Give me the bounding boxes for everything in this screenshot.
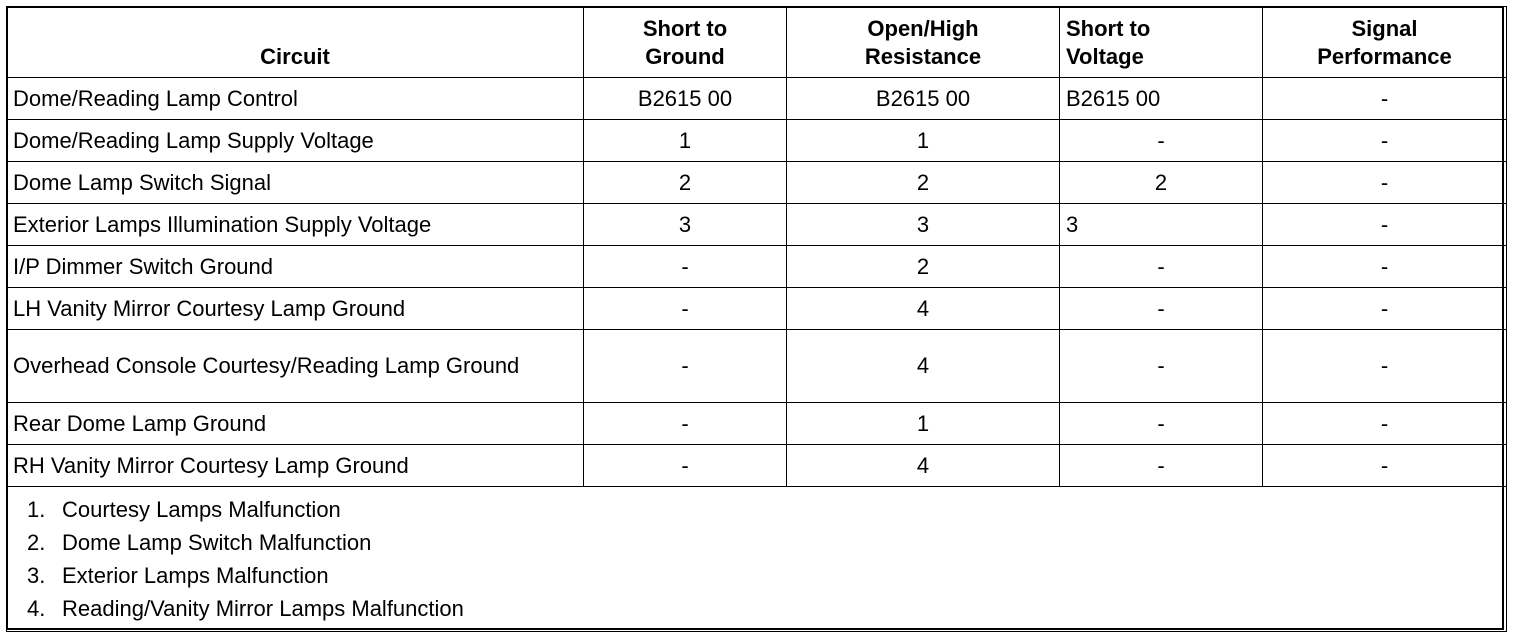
short-to-voltage-cell: - bbox=[1060, 246, 1263, 288]
header-short-to-voltage: Short to Voltage bbox=[1060, 7, 1263, 78]
circuit-cell: Dome/Reading Lamp Control bbox=[7, 78, 584, 120]
signal-performance-cell: - bbox=[1263, 246, 1507, 288]
note-number: 4. bbox=[27, 596, 46, 621]
circuit-cell: Rear Dome Lamp Ground bbox=[7, 403, 584, 445]
circuit-cell: Dome Lamp Switch Signal bbox=[7, 162, 584, 204]
open-high-resistance-cell: 2 bbox=[787, 246, 1060, 288]
signal-performance-cell: - bbox=[1263, 120, 1507, 162]
open-high-resistance-cell: 1 bbox=[787, 403, 1060, 445]
note-number: 2. bbox=[27, 530, 46, 555]
circuit-cell: Dome/Reading Lamp Supply Voltage bbox=[7, 120, 584, 162]
header-circuit: Circuit bbox=[7, 7, 584, 78]
signal-performance-cell: - bbox=[1263, 288, 1507, 330]
circuit-cell: Exterior Lamps Illumination Supply Voltage bbox=[7, 204, 584, 246]
short-to-ground-cell: B2615 00 bbox=[584, 78, 787, 120]
open-high-resistance-cell: 1 bbox=[787, 120, 1060, 162]
circuit-cell: Overhead Console Courtesy/Reading Lamp Ground bbox=[7, 330, 584, 403]
note-number: 3. bbox=[27, 563, 46, 588]
note-number: 1. bbox=[27, 497, 46, 522]
short-to-voltage-cell: - bbox=[1060, 120, 1263, 162]
signal-performance-cell: - bbox=[1263, 162, 1507, 204]
short-to-ground-cell: 1 bbox=[584, 120, 787, 162]
signal-performance-cell: - bbox=[1263, 330, 1507, 403]
signal-performance-cell: - bbox=[1263, 78, 1507, 120]
short-to-voltage-cell: 2 bbox=[1060, 162, 1263, 204]
short-to-voltage-cell: - bbox=[1060, 403, 1263, 445]
open-high-resistance-cell: 4 bbox=[787, 330, 1060, 403]
header-open-high-resistance: Open/High Resistance bbox=[787, 7, 1060, 78]
short-to-voltage-cell: - bbox=[1060, 445, 1263, 487]
signal-performance-cell: - bbox=[1263, 204, 1507, 246]
short-to-ground-cell: - bbox=[584, 246, 787, 288]
header-signal-performance: Signal Performance bbox=[1263, 7, 1507, 78]
open-high-resistance-cell: 4 bbox=[787, 288, 1060, 330]
short-to-voltage-cell: 3 bbox=[1060, 204, 1263, 246]
signal-performance-cell: - bbox=[1263, 403, 1507, 445]
short-to-ground-cell: 2 bbox=[584, 162, 787, 204]
circuit-cell: I/P Dimmer Switch Ground bbox=[7, 246, 584, 288]
open-high-resistance-cell: 2 bbox=[787, 162, 1060, 204]
short-to-voltage-cell: B2615 00 bbox=[1060, 78, 1263, 120]
open-high-resistance-cell: B2615 00 bbox=[787, 78, 1060, 120]
short-to-ground-cell: - bbox=[584, 330, 787, 403]
short-to-ground-cell: - bbox=[584, 288, 787, 330]
note-text: Exterior Lamps Malfunction bbox=[62, 563, 329, 588]
short-to-ground-cell: - bbox=[584, 403, 787, 445]
note-text: Courtesy Lamps Malfunction bbox=[62, 497, 341, 522]
short-to-ground-cell: 3 bbox=[584, 204, 787, 246]
short-to-voltage-cell: - bbox=[1060, 288, 1263, 330]
header-short-to-ground: Short to Ground bbox=[584, 7, 787, 78]
table-outer-border bbox=[6, 6, 1504, 630]
note-text: Reading/Vanity Mirror Lamps Malfunction bbox=[62, 596, 464, 621]
open-high-resistance-cell: 4 bbox=[787, 445, 1060, 487]
circuit-cell: RH Vanity Mirror Courtesy Lamp Ground bbox=[7, 445, 584, 487]
circuit-cell: LH Vanity Mirror Courtesy Lamp Ground bbox=[7, 288, 584, 330]
short-to-voltage-cell: - bbox=[1060, 330, 1263, 403]
short-to-ground-cell: - bbox=[584, 445, 787, 487]
signal-performance-cell: - bbox=[1263, 445, 1507, 487]
note-text: Dome Lamp Switch Malfunction bbox=[62, 530, 372, 555]
open-high-resistance-cell: 3 bbox=[787, 204, 1060, 246]
